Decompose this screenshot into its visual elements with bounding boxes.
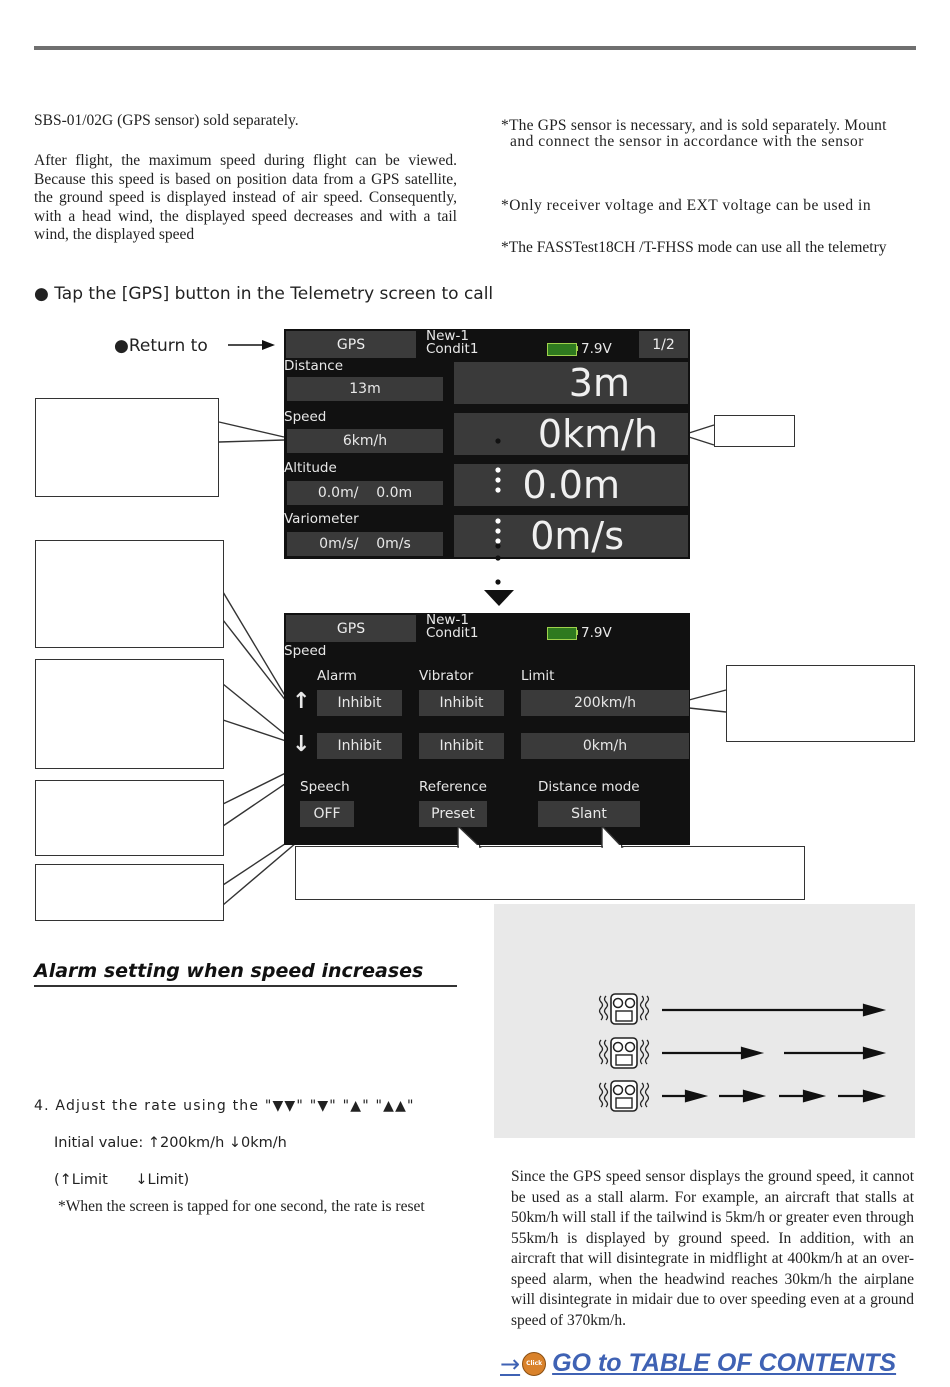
battery-icon	[547, 343, 577, 356]
vibration-pattern-illustration	[494, 904, 915, 1138]
distance-mode-label: Distance mode	[538, 779, 640, 795]
distance-mode-button[interactable]: Slant	[538, 801, 640, 827]
gps-sensor-note-line2: and connect the sensor in accordance with the sensor	[510, 133, 864, 150]
vibration-pattern-panel	[494, 904, 915, 1138]
transition-dots	[492, 538, 506, 568]
speed-current-value: 0km/h	[454, 413, 688, 455]
altitude-current-value: 0.0m	[454, 464, 688, 506]
step4-text: 4. Adjust the rate using the "▼▼" "▼" "▲" "▲▲"	[34, 1098, 415, 1114]
up-alarm-button[interactable]: Inhibit	[317, 690, 402, 716]
battery-voltage: 7.9V	[581, 341, 612, 357]
battery-voltage-2: 7.9V	[581, 625, 612, 641]
distance-current-value: 3m	[454, 362, 688, 404]
model-condition-2: Condit1	[426, 625, 479, 641]
toc-link[interactable]	[500, 1349, 896, 1378]
down-vibrator-button[interactable]: Inhibit	[419, 733, 504, 759]
callout-box-up-alarm	[35, 540, 224, 648]
toc-link-label[interactable]: GO to TABLE OF CONTENTS	[552, 1349, 897, 1377]
model-name-line1: New-1	[426, 328, 469, 344]
variometer-current-value: 0m/s	[454, 515, 688, 557]
row-label-speed: Speed	[284, 409, 327, 425]
row-label-variometer: Variometer	[284, 511, 359, 527]
callout-box-vibrator	[35, 780, 224, 856]
page-button[interactable]: 1/2	[639, 331, 688, 358]
initial-value-text: Initial value: ↑200km/h ↓0km/h	[54, 1135, 287, 1151]
row-label-distance: Distance	[284, 358, 344, 374]
column-limit: Limit	[521, 668, 555, 684]
heading-underline	[34, 985, 457, 987]
speech-button[interactable]: OFF	[300, 801, 354, 827]
sensor-note: SBS-01/02G (GPS sensor) sold separately.	[34, 112, 299, 129]
gps-title-button-2[interactable]: GPS	[286, 615, 416, 642]
battery-tip	[576, 346, 578, 351]
reference-label: Reference	[419, 779, 487, 795]
section-speed-label: Speed	[284, 643, 327, 659]
speech-label: Speech	[300, 779, 350, 795]
voltage-note: *Only receiver voltage and EXT voltage can be used in	[501, 197, 872, 214]
gps-screen-page2	[284, 613, 690, 845]
reference-button[interactable]: Preset	[419, 801, 487, 827]
speed-max-value: 6km/h	[287, 429, 443, 453]
section-heading: Alarm setting when speed increases	[34, 960, 424, 982]
model-name	[426, 330, 478, 356]
return-label: ●Return to	[114, 336, 208, 356]
telemetry-note: *The FASSTest18CH /T-FHSS mode can use all the telemetry	[501, 239, 887, 256]
row-label-altitude: Altitude	[284, 460, 337, 476]
callout-box-large-value	[714, 415, 795, 447]
reset-note-text: *When the screen is tapped for one second, the rate is reset	[58, 1198, 425, 1215]
up-limit-button[interactable]: 200km/h	[521, 690, 689, 716]
down-limit-button[interactable]: 0km/h	[521, 733, 689, 759]
callout-box-limit	[726, 665, 915, 742]
limit-note-text: (↑Limit ↓Limit)	[54, 1172, 190, 1188]
column-vibrator: Vibrator	[419, 668, 474, 684]
stall-warning-paragraph: Since the GPS speed sensor displays the ground speed, it cannot be used as a stall alarm. For example, an aircraft that stalls at 50km/h will stall if the tailwind is 5km/h or greater even through 55km/h is displayed by ground speed. In addition, with an aircraft that will disintegrate in midflight at 400km/h at an over-speed alarm, when the headwind reaches 30km/h the airplane will disintegrate in midair due to over speeding even at a ground speed of 370km/h.	[511, 1168, 914, 1329]
instruction-text: ● Tap the [GPS] button in the Telemetry screen to call	[34, 284, 494, 304]
distance-max-value: 13m	[287, 377, 443, 401]
gps-title-button[interactable]: GPS	[286, 331, 416, 358]
callout-box-speed-display	[35, 398, 219, 497]
model-name-line1-2: New-1	[426, 612, 469, 628]
battery-tip-2	[576, 630, 578, 635]
gps-sensor-note-line1: *The GPS sensor is necessary, and is sold separately. Mount	[501, 117, 887, 134]
altitude-values: 0.0m/ 0.0m	[287, 481, 443, 505]
variometer-values: 0m/s/ 0m/s	[287, 532, 443, 556]
callout-box-reference-distance	[295, 846, 805, 900]
up-arrow-icon: ↑	[292, 689, 311, 714]
column-alarm: Alarm	[317, 668, 357, 684]
down-alarm-button[interactable]: Inhibit	[317, 733, 402, 759]
callout-box-down-alarm	[35, 659, 224, 769]
battery-icon-2	[547, 627, 577, 640]
model-condition: Condit1	[426, 341, 479, 357]
callout-pointers	[450, 826, 630, 850]
model-name-2	[426, 614, 478, 640]
click-badge-icon: Click	[522, 1352, 546, 1376]
up-vibrator-button[interactable]: Inhibit	[419, 690, 504, 716]
down-arrow-icon: ↓	[292, 732, 311, 757]
transition-arrow-icon	[482, 430, 518, 608]
toc-arrow-icon: →	[500, 1349, 521, 1378]
intro-paragraph: After flight, the maximum speed during flight can be viewed. Because this speed is based on position data from a GPS satellite, the ground speed is displayed instead of air speed. Consequently, with a head wind, the displayed speed decreases and with a tail wind, the displayed speed	[34, 152, 457, 243]
callout-box-speech	[35, 864, 224, 921]
